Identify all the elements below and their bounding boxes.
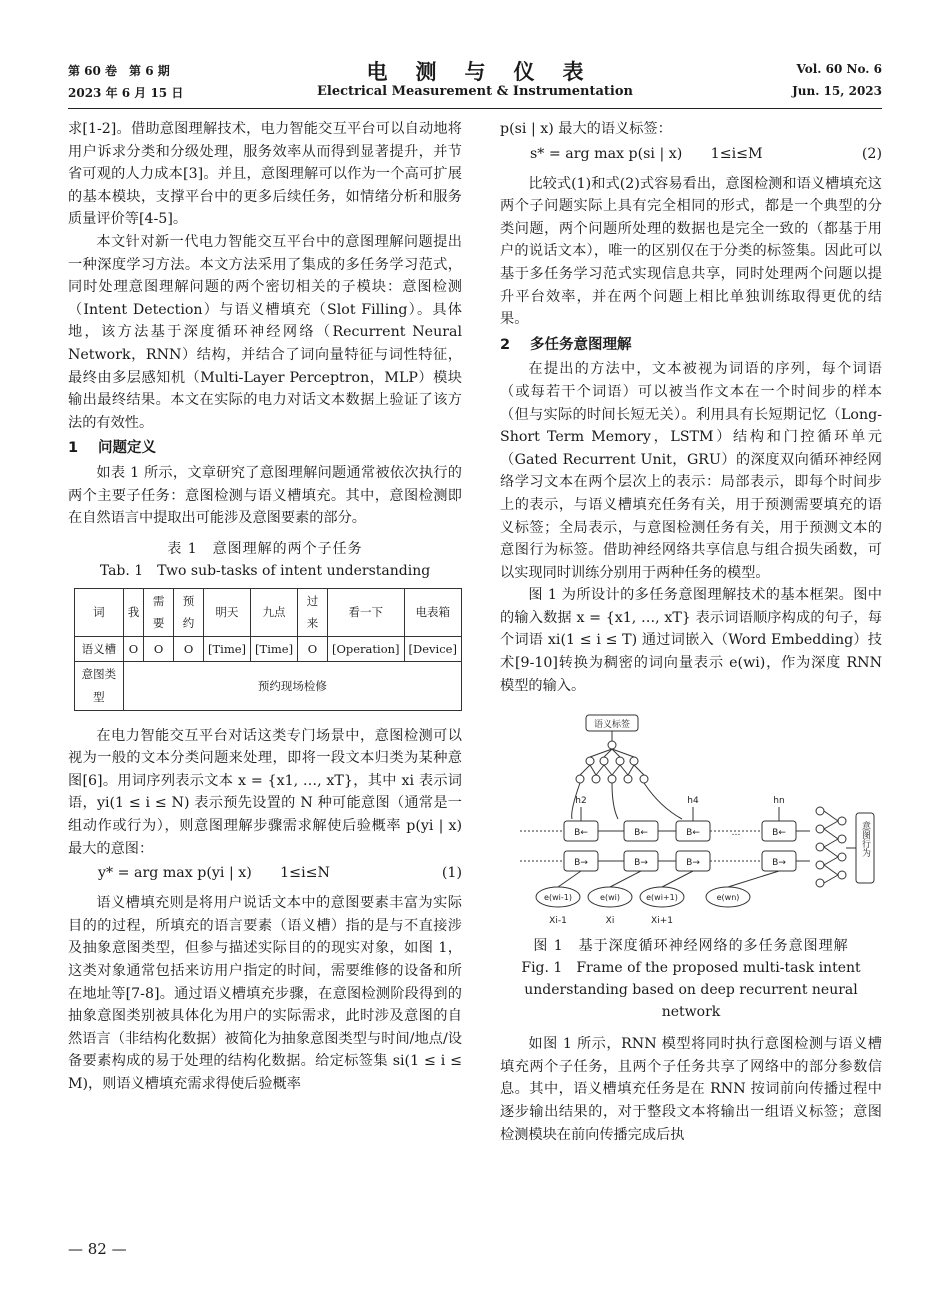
b-fwd-label: B→: [634, 858, 648, 869]
table-cell: O: [144, 636, 174, 662]
h-label: h4: [687, 796, 699, 807]
input-label: Xi+1: [651, 916, 673, 927]
embedding-label: e(wi): [600, 893, 620, 903]
equation-1: [68, 862, 462, 888]
equation-2: [500, 143, 882, 169]
b-back-label: B←: [686, 828, 700, 839]
intent-label-text: 意图行为: [860, 821, 870, 858]
publish-date: 2023 年 6 月 15 日: [68, 86, 184, 100]
paragraph: 求[1-2]。借助意图理解技术，电力智能交互平台可以自动地将用户诉求分类和分级处理，服务效率从而得到显著提升，并节省可观的人力成本[3]。并且，意图理解可以作为一个高可扩展的基本模块，支撑平台中的更多后续任务，如情绪分析和服务质量评价等[4-5]。: [68, 121, 462, 228]
input-label: Xi: [605, 916, 615, 927]
table-row: [75, 662, 462, 710]
publish-date-en: Jun. 15, 2023: [792, 84, 882, 98]
page-header: [68, 59, 882, 102]
paragraph: 比较式(1)和式(2)式容易看出，意图检测和语义槽填充这两个子问题实际上具有完全相同的形式，都是一个典型的分类问题，两个问题所处理的数据也是完全一致的（都基于用户的说话文本），唯一的区别仅在于分类的标签集。因此可以基于多任务学习范式实现信息共享，同时处理两个问题以提升平台效率，并在两个问题上相比单独训练取得更优的结果。: [500, 175, 882, 328]
table-row: [75, 636, 462, 662]
table-cell: 我: [123, 588, 144, 636]
equation-number: (1): [441, 865, 462, 882]
table-cell: [Time]: [251, 636, 298, 662]
slot-mlp: [572, 731, 682, 819]
table-cell: O: [123, 636, 144, 662]
paragraph: 如表 1 所示，文章研究了意图理解问题通常被依次执行的两个主要子任务：意图检测与语义槽填充。其中，意图检测即在自然语言中提取出可能涉及意图要素的部分。: [68, 464, 462, 527]
figure-caption-zh: 图 1 基于深度循环神经网络的多任务意图理解: [533, 938, 849, 955]
table-cell: [Device]: [404, 636, 461, 662]
intent-mlp: [816, 807, 856, 887]
h-label: hn: [773, 796, 785, 807]
equation-number: (2): [861, 145, 882, 162]
table-row: [75, 588, 462, 636]
volume-issue-en: Vol. 60 No. 6: [796, 62, 882, 76]
figure-1: [500, 711, 882, 931]
paragraph: 图 1 为所设计的多任务意图理解技术的基本框架。图中的输入数据 x = {x1, …, xT} 表示词语顺序构成的句子，每个词语 xi(1 ≤ i ≤ T) 通过词嵌入（Word Embedding）技术[9-10]转换为稠密的词向量表示 e(wi)，作为深度 RNN 模型的输入。: [500, 587, 882, 694]
figure-caption-en: understanding based on deep recurrent neural network: [524, 982, 858, 1021]
rnn-diagram: [500, 711, 882, 931]
table-cell: 过来: [298, 588, 328, 636]
paragraph: p(si | x) 最大的语义标签：: [500, 121, 672, 137]
page-number: — 82 —: [68, 1240, 127, 1258]
paragraph: 本文针对新一代电力智能交互平台中的意图理解问题提出一种深度学习方法。本文方法采用了集成的多任务学习范式，同时处理意图理解问题的两个密切相关的子模块：意图检测（Intent Detection）与语义槽填充（Slot Filling）。具体地，该方法基于深度循环神经网络（Recurrent Neural Network，RNN）结构，并结合了词向量特征与词性特征，最终由多层感知机（Multi-Layer Perceptron，MLP）模块输出最终结果。本文在实际的电力对话文本数据上验证了该方法的有效性。: [68, 233, 462, 431]
section-heading: [500, 334, 882, 357]
table-cell: 看一下: [327, 588, 404, 636]
table-cell: 预约现场检修: [123, 662, 461, 710]
volume-issue: 第 60 卷 第 6 期: [68, 64, 170, 78]
equation-formula: s* = arg max p(si | x) 1≤i≤M: [530, 145, 763, 162]
b-fwd-label: B→: [686, 858, 700, 869]
b-fwd-label: B→: [574, 858, 588, 869]
table-cell: 预约: [174, 588, 204, 636]
section-number: 2: [500, 336, 511, 353]
journal-title: 电测与仪表: [366, 59, 612, 84]
embedding-label: e(wn): [716, 893, 740, 903]
section-title: 多任务意图理解: [530, 336, 632, 353]
table-cell: 电表箱: [404, 588, 461, 636]
h-label: h2: [575, 796, 587, 807]
section-number: 1: [68, 440, 79, 457]
paragraph: 在提出的方法中，文本被视为词语的序列，每个词语（或每若干个词语）可以被当作文本在一个时间步的样本（但与实际的时间长短无关）。利用具有长短期记忆（Long-Short Term Memory，LSTM）结构和门控循环单元（Gated Recurrent Unit，GRU）的深度双向循环神经网络学习文本在两个层次上的表示：局部表示，即每个时间步上的表示，与语义槽填充任务有关，用于预测需要填充的语义标签；全局表示，与意图检测任务有关，用于预测文本的意图行为标签。借助神经网络共享信息与组合损失函数，可以实现同时训练分别用于两种任务的模型。: [500, 361, 882, 581]
input-label: Xi-1: [549, 916, 567, 927]
table-cell: O: [174, 636, 204, 662]
b-back-label: B←: [574, 828, 588, 839]
equation-formula: y* = arg max p(yi | x) 1≤i≤N: [98, 865, 330, 882]
table-cell: 词: [75, 588, 124, 636]
paragraph: 语义槽填充则是将用户说话文本中的意图要素丰富为实际目的的过程，所填充的语言要素（语义槽）指的是与不直接涉及抽象意图类型，但参与描述实际目的的现实对象，如图 1，这类对象通常包括来访用户指定的时间，需要维修的设备和所在地址等[7-8]。通过语义槽填充步骤，在意图检测阶段得到的抽象意图类别被具体化为用户的实际需求，此时涉及意图的自然语言（非结构化数据）被简化为抽象意图类型与时间/地点/设备要素构成的易于处理的结构化数据。给定标签集 si(1 ≤ i ≤ M)，则语义槽填充需求得使后验概率: [68, 895, 462, 1092]
table-cell: 九点: [251, 588, 298, 636]
table-cell: 意图类型: [75, 662, 124, 710]
table-cell: 需要: [144, 588, 174, 636]
embedding-label: e(wi+1): [646, 893, 678, 903]
paragraph: 在电力智能交互平台对话这类专门场景中，意图检测可以视为一般的文本分类问题来处理，即将一段文本归类为某种意图[6]。用词序列表示文本 x = {x1, …, xT}，其中 xi 表示词语，yi(1 ≤ i ≤ N) 表示预先设置的 N 种可能意图（通常是一组动作或行为），则意图理解步骤需求解使后验概率 p(yi | x) 最大的意图：: [68, 727, 462, 857]
table-cell: [Time]: [203, 636, 250, 662]
header-rule: [68, 108, 882, 109]
left-column: [68, 118, 462, 1096]
table-cell: O: [298, 636, 328, 662]
table-cell: 明天: [203, 588, 250, 636]
paragraph: 如图 1 所示，RNN 模型将同时执行意图检测与语义槽填充两个子任务，且两个子任务共享了网络中的部分参数信息。其中，语义槽填充任务是在 RNN 按词前向传播过程中逐步输出结果的，对于整段文本将输出一组语义标签；意图检测模块在前向传播完成后执: [500, 1036, 882, 1143]
subtask-table: [74, 588, 462, 711]
b-back-label: B←: [772, 828, 786, 839]
section-heading: [68, 437, 462, 460]
table-caption-en: Tab. 1 Two sub-tasks of intent understanding: [99, 562, 431, 579]
ellipsis: …: [731, 828, 741, 839]
journal-title-en: Electrical Measurement & Instrumentation: [316, 84, 633, 99]
table-caption-zh: 表 1 意图理解的两个子任务: [167, 540, 363, 557]
table-cell: 语义槽: [75, 636, 124, 662]
right-column: [500, 118, 882, 1146]
b-fwd-label: B→: [772, 858, 786, 869]
section-title: 问题定义: [98, 440, 156, 457]
figure-caption-en: Fig. 1 Frame of the proposed multi-task intent: [521, 960, 861, 977]
b-back-label: B←: [634, 828, 648, 839]
table-cell: [Operation]: [327, 636, 404, 662]
slot-label-text: 语义标签: [593, 720, 631, 731]
embedding-label: e(wi-1): [544, 893, 572, 903]
